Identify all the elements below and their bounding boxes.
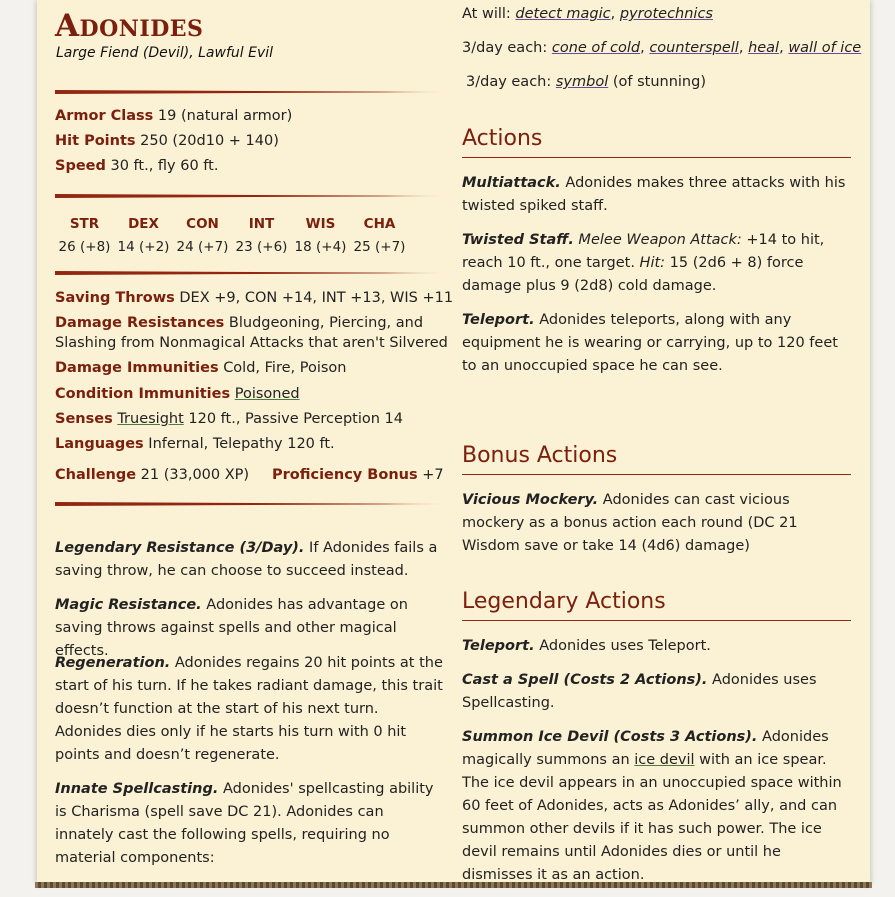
ice-devil-link[interactable]: ice devil — [634, 752, 695, 768]
section-heading: Bonus Actions — [462, 443, 618, 468]
action-text: Adonides uses Spellcasting. — [462, 672, 817, 711]
ability-value: 23 (+6) — [235, 239, 288, 255]
section-bonus-actions — [462, 436, 851, 475]
action-name: Twisted Staff. — [462, 232, 574, 248]
ability-name: WIS — [305, 216, 336, 232]
action-text: with an ice spear. The ice devil appears in an unoccupied space within 60 feet of Adonides, acts as Adonides’ ally, and can summon other devils if it has such power. The ice devil remains until Adonides dies or until he dismisses it as an action. — [462, 752, 842, 883]
spell-link[interactable]: wall of ice — [788, 40, 862, 56]
senses — [55, 411, 403, 427]
action-name: Teleport. — [462, 638, 535, 654]
spell-list-label: At will: — [462, 6, 516, 22]
proficiency-bonus-value: +7 — [422, 467, 444, 483]
saving-throws — [55, 290, 453, 306]
action-twisted-staff — [462, 229, 852, 298]
challenge — [55, 467, 249, 483]
trait-name: Legendary Resistance (3/Day). — [55, 540, 305, 556]
action-text: Adonides can cast vicious mockery as a bonus action each round (DC 21 Wisdom save or take 14 (4d6) damage) — [462, 492, 798, 554]
spell-link[interactable]: symbol — [555, 74, 609, 90]
damage-resistances-value: Bludgeoning, Piercing, and — [228, 315, 424, 331]
trait-innate-spellcasting — [55, 778, 445, 870]
legendary-action-cast-spell — [462, 669, 852, 715]
monster-name: Adonides — [55, 8, 204, 44]
armor-class-value: 19 (natural armor) — [157, 108, 293, 124]
trait-name: Regeneration. — [55, 655, 171, 671]
ability-scores — [55, 216, 445, 255]
action-name: Cast a Spell (Costs 2 Actions). — [462, 672, 708, 688]
spell-list-label: 3/day each: — [466, 74, 556, 90]
action-name: Vicious Mockery. — [462, 492, 599, 508]
ability-name: INT — [248, 216, 275, 232]
bonus-action-vicious-mockery — [462, 489, 852, 558]
action-text: Adonides uses Teleport. — [534, 638, 711, 654]
damage-immunities-value: Cold, Fire, Poison — [223, 360, 347, 376]
saving-throws-value: DEX +9, CON +14, INT +13, WIS +11 — [179, 290, 454, 306]
hit-points-value: 250 (20d10 + 140) — [140, 133, 279, 149]
section-actions — [462, 119, 851, 158]
damage-immunities — [55, 360, 346, 376]
ability-name: CHA — [363, 216, 396, 232]
ability-value: 24 (+7) — [176, 239, 229, 255]
ability-names-row — [55, 216, 445, 232]
action-teleport — [462, 309, 852, 378]
damage-resistances-label: Damage Resistances — [55, 315, 225, 331]
legendary-action-summon-ice-devil — [462, 726, 852, 887]
action-name: Multiattack. — [462, 175, 561, 191]
action-multiattack — [462, 172, 852, 218]
trait-text: If Adonides fails a saving throw, he can choose to succeed instead. — [55, 540, 438, 579]
damage-immunities-label: Damage Immunities — [55, 360, 219, 376]
saving-throws-label: Saving Throws — [55, 290, 175, 306]
spell-link[interactable]: cone of cold — [551, 40, 641, 56]
action-text: Adonides makes three attacks with his twisted spiked staff. — [462, 175, 846, 214]
damage-resistances-continued: Slashing from Nonmagical Attacks that aren't Silvered — [55, 335, 448, 351]
ability-value: 26 (+8) — [58, 239, 111, 255]
spell-suffix: (of stunning) — [608, 74, 706, 90]
monster-type-line: Large Fiend (Devil), Lawful Evil — [56, 45, 274, 61]
spell-link[interactable]: counterspell — [649, 40, 739, 56]
condition-immunities — [55, 386, 300, 402]
action-text: +14 to hit, reach 10 ft., one target. — [462, 232, 825, 271]
spells-3-day-symbol — [466, 74, 706, 90]
ability-name: DEX — [128, 216, 159, 232]
trait-regeneration — [55, 652, 445, 767]
hit-points — [55, 133, 279, 149]
ability-name: CON — [186, 216, 219, 232]
ability-name: STR — [69, 216, 100, 232]
spells-at-will: At will: detect magic, pyrotechnics — [462, 6, 713, 22]
ability-value: 14 (+2) — [117, 239, 170, 255]
spell-link[interactable]: detect magic — [515, 6, 611, 22]
armor-class-label: Armor Class — [55, 108, 154, 124]
action-text: 15 (2d6 + 8) force damage plus 9 (2d8) cold damage. — [462, 255, 804, 294]
ability-values-row — [55, 239, 445, 255]
damage-resistances — [55, 315, 423, 331]
armor-class — [55, 108, 292, 124]
challenge-value: 21 (33,000 XP) — [140, 467, 250, 483]
speed-value: 30 ft., fly 60 ft. — [110, 158, 219, 174]
trait-legendary-resistance — [55, 537, 445, 583]
ability-value: 18 (+4) — [294, 239, 347, 255]
hit-label: Hit: — [639, 255, 666, 271]
action-name: Summon Ice Devil (Costs 3 Actions). — [462, 729, 758, 745]
condition-immunities-label: Condition Immunities — [55, 386, 231, 402]
section-legendary-actions — [462, 582, 851, 621]
trait-name: Innate Spellcasting. — [55, 781, 219, 797]
section-heading: Actions — [462, 126, 543, 151]
section-heading: Legendary Actions — [462, 589, 666, 614]
trait-text: Adonides regains 20 hit points at the start of his turn. If he takes radiant damage, this trait doesn’t function at the start of his next turn. Adonides dies only if he starts his turn with 0 hit points and doesn’t regenerate. — [55, 655, 443, 763]
action-text: Adonides magically summons an — [462, 729, 829, 768]
proficiency-bonus — [272, 467, 444, 483]
speed — [55, 158, 218, 174]
senses-label: Senses — [55, 411, 113, 427]
poisoned-link[interactable]: Poisoned — [234, 386, 300, 402]
senses-value: 120 ft., Passive Perception 14 — [188, 411, 403, 427]
spells-3-day: 3/day each: cone of cold, counterspell, heal, wall of ice — [462, 40, 862, 56]
ability-value: 25 (+7) — [353, 239, 406, 255]
truesight-link[interactable]: Truesight — [117, 411, 184, 427]
proficiency-bonus-label: Proficiency Bonus — [272, 467, 418, 483]
legendary-action-teleport — [462, 635, 852, 658]
hit-points-label: Hit Points — [55, 133, 136, 149]
languages-value: Infernal, Telepathy 120 ft. — [148, 436, 335, 452]
speed-label: Speed — [55, 158, 106, 174]
spell-link[interactable]: pyrotechnics — [619, 6, 713, 22]
trait-text: Adonides' spellcasting ability is Charisma (spell save DC 21). Adonides can innately cast the following spells, requiring no material components: — [55, 781, 434, 866]
languages-label: Languages — [55, 436, 144, 452]
action-name: Teleport. — [462, 312, 535, 328]
spell-list-label: 3/day each: — [462, 40, 552, 56]
languages — [55, 436, 335, 452]
action-text: Adonides teleports, along with any equipment he is wearing or carrying, up to 120 feet to an unoccupied space he can see. — [462, 312, 838, 374]
challenge-label: Challenge — [55, 467, 137, 483]
trait-text: Adonides has advantage on saving throws against spells and other magical effects. — [55, 597, 408, 659]
attack-type: Melee Weapon Attack: — [573, 232, 742, 248]
spell-link[interactable]: heal — [748, 40, 780, 56]
trait-name: Magic Resistance. — [55, 597, 202, 613]
